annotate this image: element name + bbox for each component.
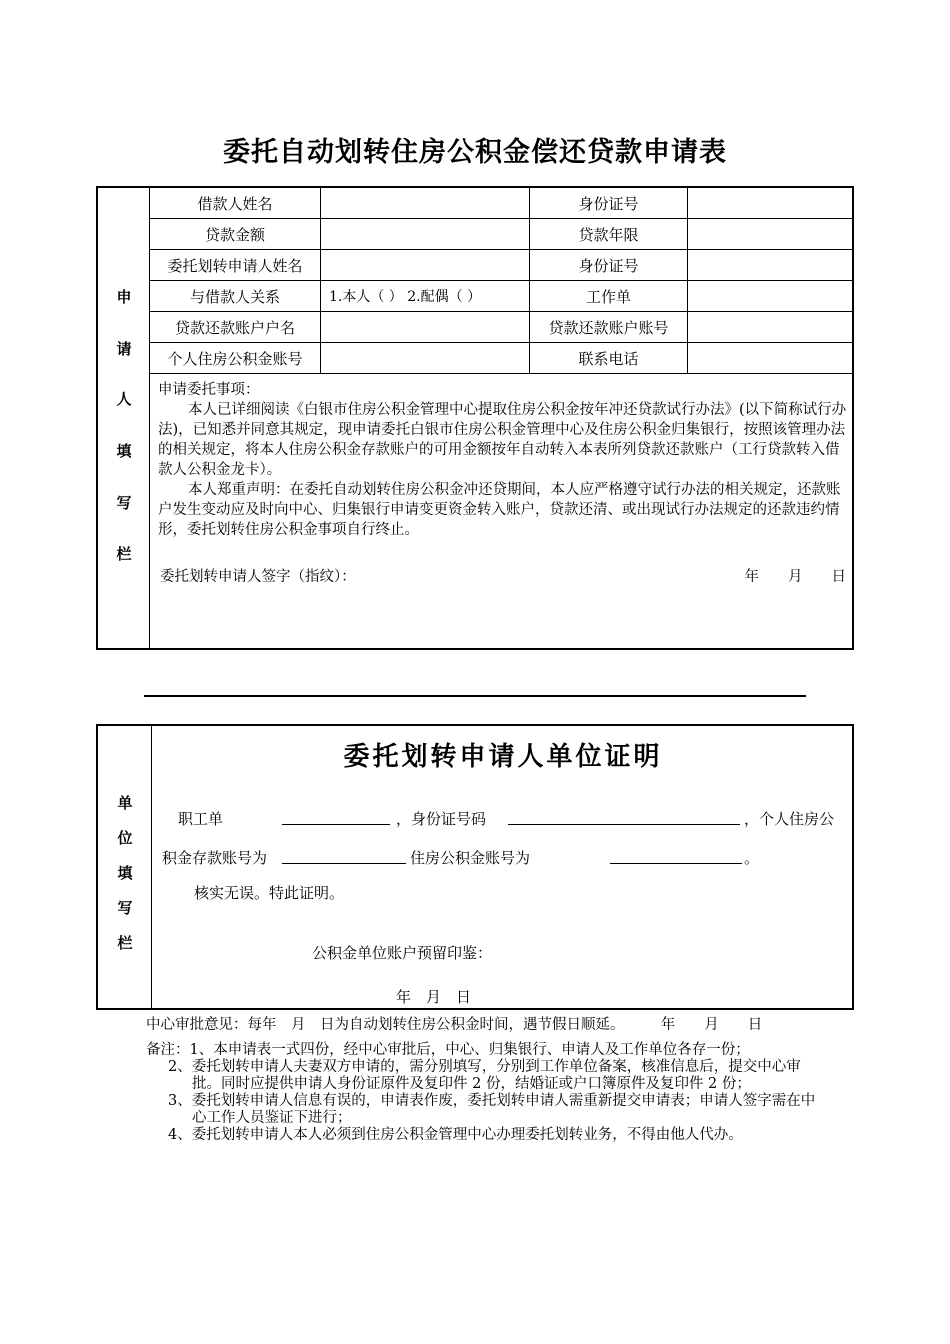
applicant-name-label: 委托划转申请人姓名	[150, 250, 321, 281]
employer-line2-a: 积金存款账号为	[162, 849, 268, 867]
borrower-id-label: 身份证号	[530, 188, 688, 219]
applicant-info-table	[150, 188, 854, 374]
matters-heading: 申请委托事项：	[158, 382, 260, 398]
loan-term-label: 贷款年限	[530, 219, 688, 250]
center-opinion: 中心审批意见：每年 月 日为自动划转住房公积金时间，遇节假日顺延。 年 月 日	[146, 1017, 763, 1033]
side-char: 单	[117, 794, 133, 812]
note-4: 4、委托划转申请人本人必须到住房公积金管理中心办理委托划转业务，不得由他人代办。	[168, 1127, 743, 1143]
employee-name-blank[interactable]	[282, 810, 390, 825]
applicant-side-label	[98, 188, 150, 648]
repay-account-name-field[interactable]	[321, 312, 530, 343]
side-char: 写	[116, 494, 132, 512]
signature-line	[160, 565, 846, 586]
employer-date: 年 月 日	[396, 988, 472, 1006]
deposit-account-blank[interactable]	[282, 849, 406, 864]
employer-side-label	[98, 726, 152, 1008]
loan-amount-field[interactable]	[321, 219, 530, 250]
employer-line1-c: ，个人住房公	[744, 810, 835, 828]
side-char: 人	[116, 390, 132, 408]
employer-label: 工作单	[530, 281, 688, 312]
applicant-name-field[interactable]	[321, 250, 530, 281]
section-divider	[144, 695, 806, 697]
relation-label: 与借款人关系	[150, 281, 321, 312]
employer-line1-a: 职工单	[178, 810, 224, 828]
matters-text	[158, 380, 848, 540]
loan-term-field[interactable]	[688, 219, 855, 250]
repay-account-number-field[interactable]	[688, 312, 855, 343]
notes-block	[146, 1017, 826, 1144]
employer-section	[96, 724, 854, 1010]
fund-account-field[interactable]	[321, 343, 530, 374]
side-char: 请	[116, 340, 132, 358]
employer-field[interactable]	[688, 281, 855, 312]
phone-field[interactable]	[688, 343, 855, 374]
matters-paragraph-1: 本人已详细阅读《白银市住房公积金管理中心提取住房公积金按年冲还贷款试行办法》(以下简称试行办法)，已知悉并同意其规定，现申请委托白银市住房公积金管理中心及住房公积金归集银行，按照该管理办法的相关规定，将本人住房公积金存款账户的可用金额按年自动转入本表所列贷款还款账户（工行贷款转入借款人公积金龙卡）。	[158, 402, 847, 478]
repay-account-name-label: 贷款还款账户户名	[150, 312, 321, 343]
borrower-id-field[interactable]	[688, 188, 855, 219]
signature-date: 年 月 日	[744, 569, 846, 585]
phone-label: 联系电话	[530, 343, 688, 374]
side-char: 栏	[116, 545, 132, 563]
applicant-id-label: 身份证号	[530, 250, 688, 281]
table-row	[150, 343, 854, 374]
id-number-blank[interactable]	[508, 810, 740, 825]
loan-amount-label: 贷款金额	[150, 219, 321, 250]
side-char: 填	[117, 864, 133, 882]
borrower-name-label: 借款人姓名	[150, 188, 321, 219]
side-char: 申	[116, 288, 132, 306]
side-char: 写	[117, 899, 133, 917]
fund-account-blank[interactable]	[610, 849, 742, 864]
seal-label: 公积金单位账户预留印鉴：	[312, 944, 493, 962]
form-title: 委托自动划转住房公积金偿还贷款申请表	[223, 137, 727, 168]
table-row	[150, 188, 854, 219]
note-2: 2、委托划转申请人夫妻双方申请的，需分别填写，分别到工作单位备案，核准信息后，提交中心审批。同时应提供申请人身份证原件及复印件 2 份，结婚证或户口簿原件及复印件 2 份；	[168, 1059, 801, 1092]
employer-line1-b: ，身份证号码	[396, 810, 487, 828]
side-char: 填	[116, 442, 132, 460]
employer-line2-b: 住房公积金账号为	[410, 849, 531, 867]
side-char: 栏	[117, 934, 133, 952]
employer-line2-c: 。	[744, 849, 760, 867]
side-char: 位	[117, 829, 133, 847]
repay-account-number-label: 贷款还款账户账号	[530, 312, 688, 343]
note-3: 3、委托划转申请人信息有误的，申请表作废，委托划转申请人需重新提交申请表；申请人签字需在中心工作人员鉴证下进行；	[168, 1093, 816, 1126]
applicant-id-field[interactable]	[688, 250, 855, 281]
matters-paragraph-2: 本人郑重声明：在委托自动划转住房公积金冲还贷期间，本人应严格遵守试行办法的相关规定，还款账户发生变动应及时向中心、归集银行申请变更资金转入账户，贷款还清、或出现试行办法规定的还款违约情形，委托划转住房公积金事项自行终止。	[158, 482, 841, 538]
applicant-section	[96, 186, 854, 650]
table-row	[150, 219, 854, 250]
table-row	[150, 250, 854, 281]
relation-options[interactable]: 1.本人（ ） 2.配偶（ ）	[321, 281, 530, 312]
note-1: 备注：1、本申请表一式四份，经中心审批后，中心、归集银行、申请人及工作单位各存一份；	[146, 1042, 750, 1058]
signature-label[interactable]: 委托划转申请人签字（指纹）：	[160, 569, 356, 585]
table-row	[150, 281, 854, 312]
fund-account-label: 个人住房公积金账号	[150, 343, 321, 374]
borrower-name-field[interactable]	[321, 188, 530, 219]
table-row	[150, 312, 854, 343]
employer-title: 委托划转申请人单位证明	[343, 742, 663, 772]
verify-text: 核实无误。特此证明。	[194, 884, 345, 902]
